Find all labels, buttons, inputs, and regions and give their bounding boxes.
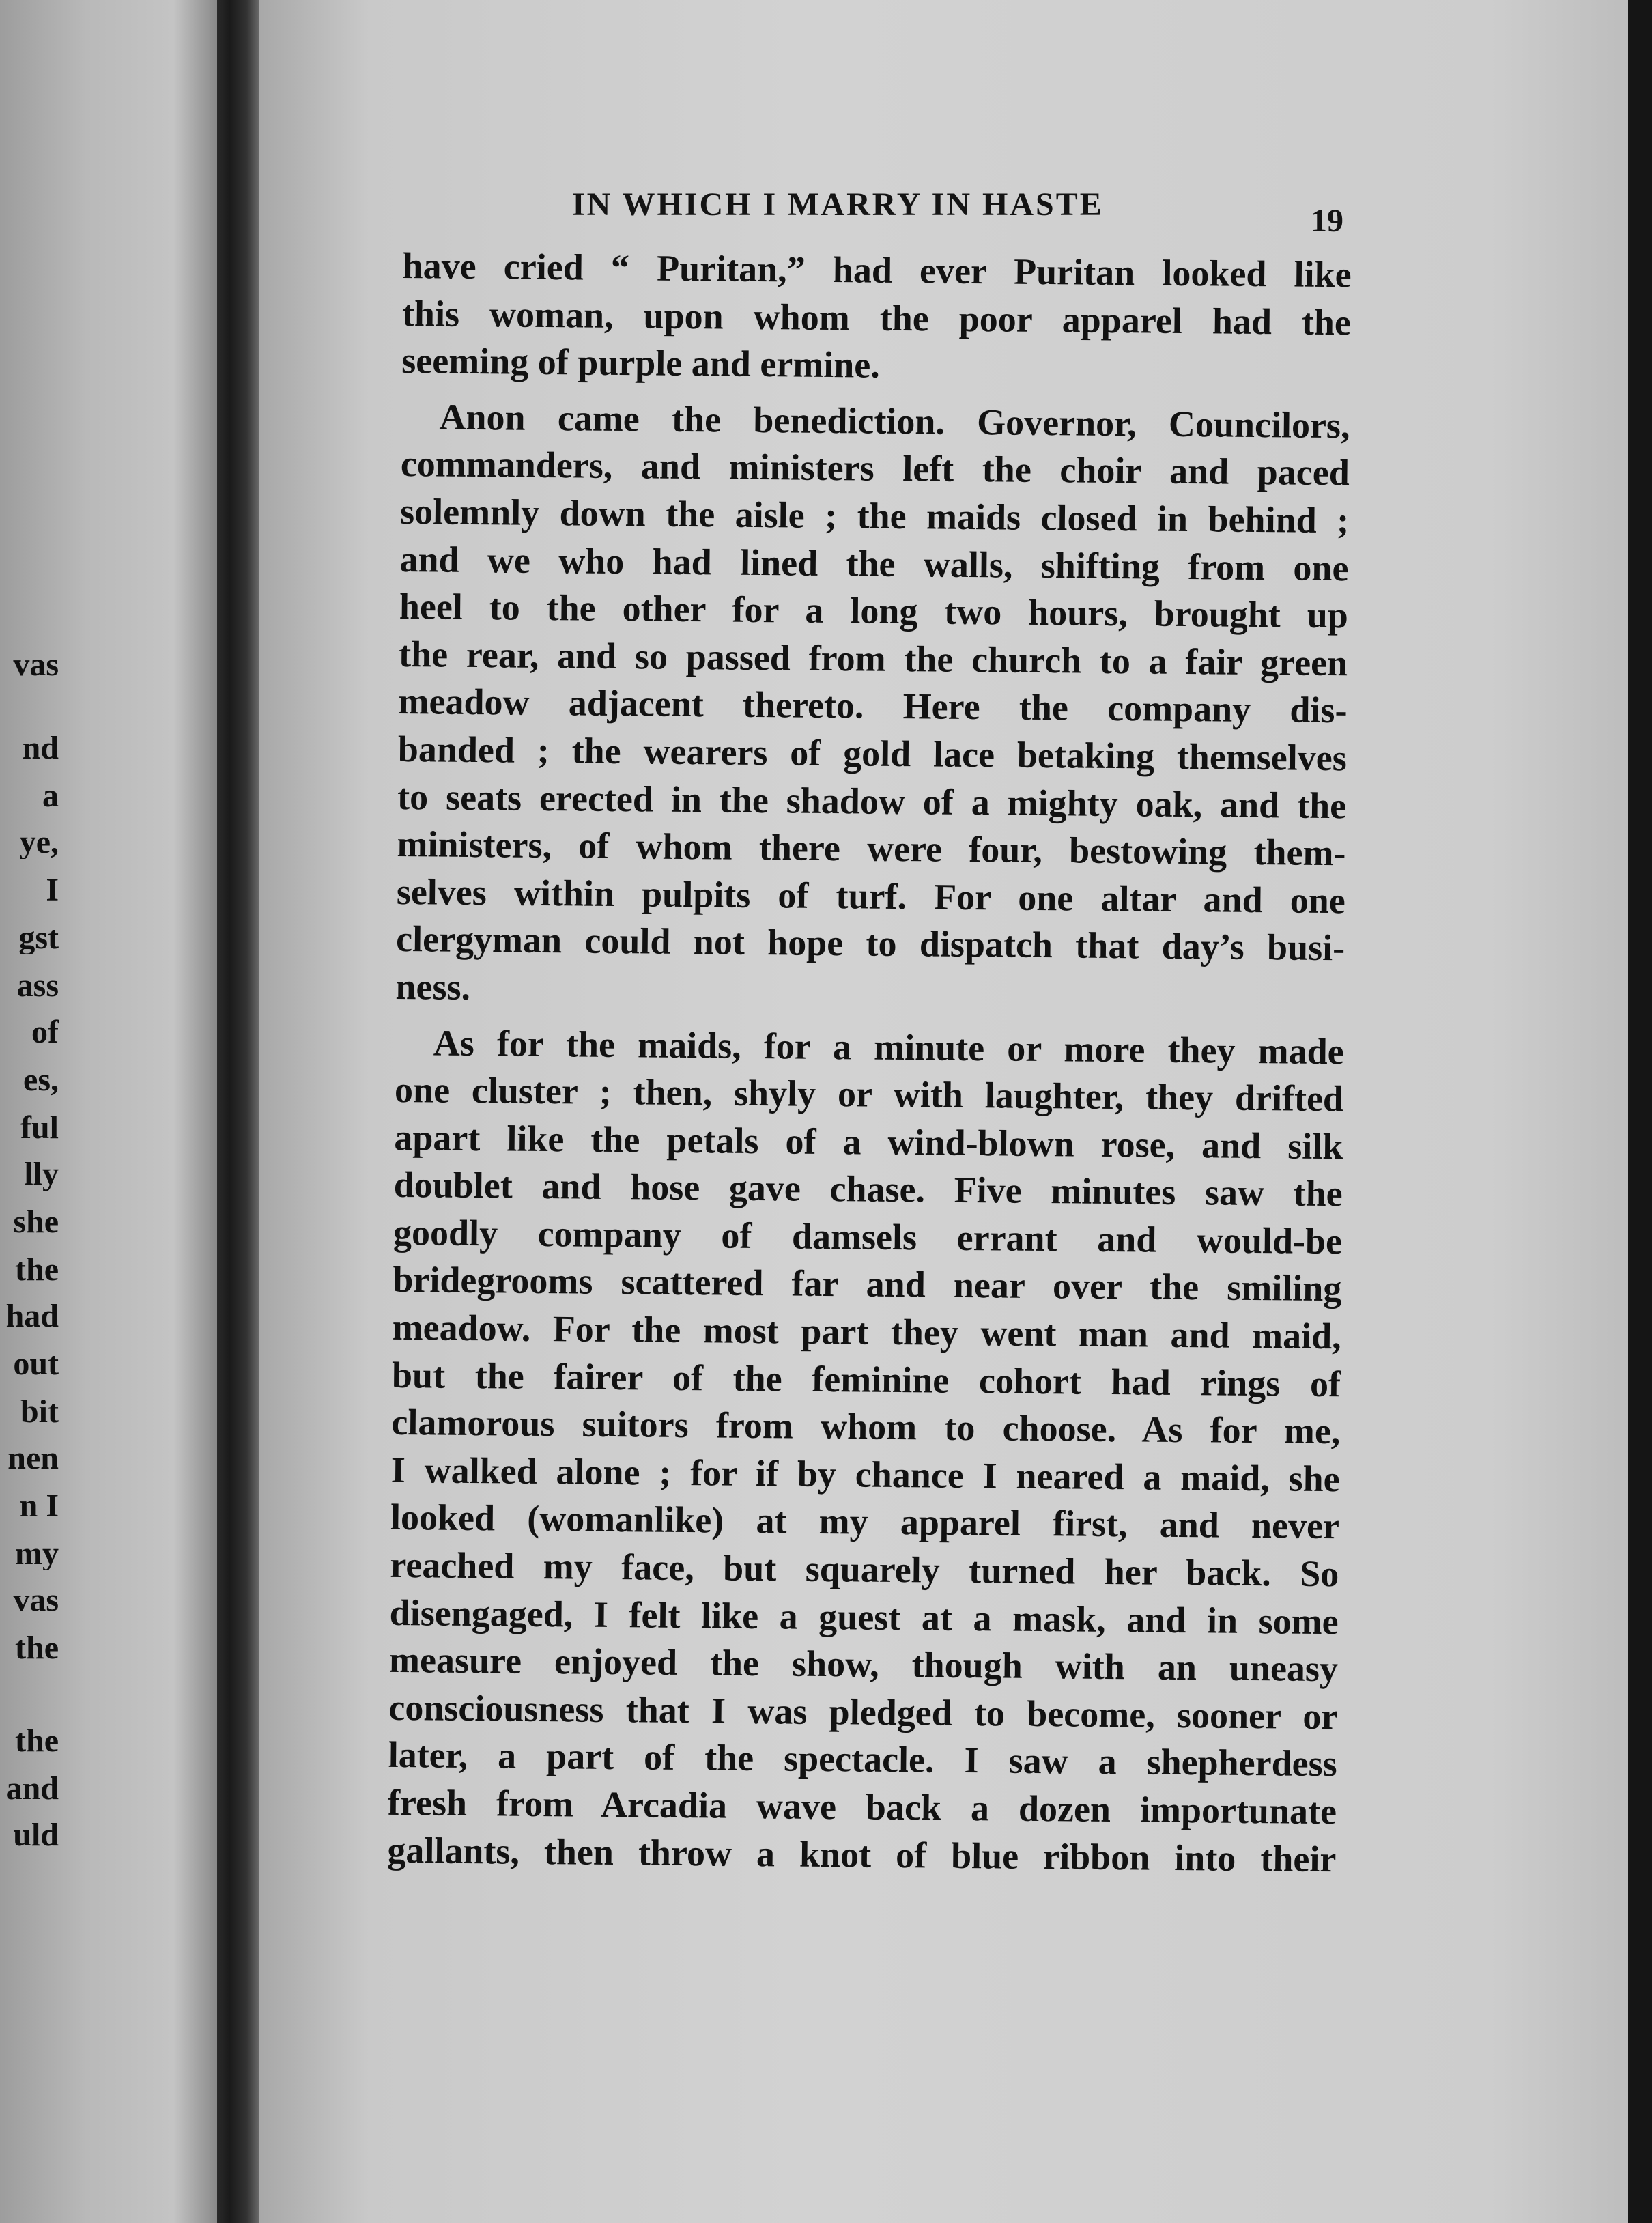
left-page-fragment: nen [8,1442,59,1475]
text-line: banded ; the wearers of gold lace betaking themselves [397,728,1348,779]
left-page-fragment: vas [13,1584,59,1617]
paragraph [395,393,1350,1020]
text-line: looked (womanlike) at my apparel first, and never [390,1497,1340,1547]
text-line: and we who had lined the walls, shifting from one [399,538,1349,589]
left-page-fragment: gst [18,922,59,954]
text-line: commanders, and ministers left the choir and paced [400,443,1350,494]
text-line: fresh from Arcadia wave back a dozen importunate [387,1781,1337,1832]
scan-border [1628,0,1652,2223]
text-line: goodly company of damsels errant and would-be [393,1211,1343,1262]
text-line: As for the maids, for a minute or more they made [433,1021,1344,1072]
text-line: meadow. For the most part they went man and maid, [392,1306,1341,1357]
text-line: this woman, upon whom the poor apparel had the [401,292,1352,343]
left-page-fragment: of [31,1016,59,1049]
left-page-fragment: I [46,874,59,907]
left-page-fragment: ye, [19,826,59,859]
left-page-fragment: vas [13,649,59,681]
book-gutter [217,0,259,2223]
left-page-fragment: lly [24,1158,59,1191]
text-line: measure enjoyed the show, though with an uneasy [388,1639,1339,1690]
left-page-fragment: out [13,1348,59,1380]
text-line: clergyman could not hope to dispatch that day’s busi- [395,918,1345,969]
page-number: 19 [1311,203,1343,239]
text-line: seeming of purple and ermine. [401,340,881,386]
text-line: the rear, and so passed from the church to a fair green [398,633,1348,684]
body-text [387,242,1352,1883]
text-line: apart like the petals of a wind-blown rose, and silk [394,1116,1343,1167]
text-line: meadow adjacent thereto. Here the company dis- [398,681,1348,731]
left-page-fragment: bit [20,1396,59,1428]
left-page-fragment: the [15,1632,59,1665]
left-page-fragment: my [15,1538,59,1570]
text-line: one cluster ; then, shyly or with laughter, they drifted [394,1069,1344,1120]
text-line: I walked alone ; for if by chance I neared a maid, she [390,1449,1340,1500]
left-page-fragment: ass [16,969,59,1002]
left-page-fragment: the [15,1254,59,1286]
text-line: reached my face, but squarely turned her back. So [390,1544,1339,1595]
paragraph [401,242,1352,394]
text-line: heel to the other for a long two hours, brought up [399,586,1349,636]
text-line: solemnly down the aisle ; the maids closed in behind ; [399,490,1350,541]
left-page-fragment: had [5,1300,59,1333]
left-facing-page [0,0,217,2223]
paragraph [387,1019,1344,1883]
text-line: Anon came the benediction. Governor, Councilors, [439,396,1350,447]
left-page-fragment: ful [20,1112,59,1144]
left-page-fragment: the [15,1725,59,1757]
text-line: selves within pulpits of turf. For one altar and one [396,870,1346,922]
left-page-fragment: es, [23,1064,59,1096]
text-line: but the fairer of the feminine cohort had rings of [391,1354,1341,1404]
left-page-fragment: a [42,780,59,812]
running-head: IN WHICH I MARRY IN HASTE [572,186,1104,223]
text-line: consciousness that I was pledged to become, sooner or [388,1686,1338,1738]
text-line: later, a part of the spectacle. I saw a shepherdess [388,1734,1337,1785]
text-line: gallants, then throw a knot of blue ribbon into their [387,1829,1337,1880]
text-line: clamorous suitors from whom to choose. As for me, [391,1402,1341,1452]
left-page-fragment: uld [13,1819,59,1852]
text-line: doublet and hose gave chase. Five minutes saw the [393,1164,1343,1215]
text-line: to seats erected in the shadow of a mighty oak, and the [397,776,1347,826]
text-line: bridegrooms scattered far and near over the smiling [393,1259,1342,1309]
text-line: have cried “ Puritan,” had ever Puritan looked like [402,244,1352,296]
left-page-fragment: nd [22,732,59,765]
left-page-fragment: n I [19,1490,59,1523]
left-page-fragment: and [5,1772,59,1805]
left-page-fragment: she [13,1206,59,1238]
text-line: disengaged, I felt like a guest at a mask, and in some [389,1591,1339,1642]
text-line: ness. [395,965,471,1008]
text-line: ministers, of whom there were four, bestowing them- [397,823,1346,874]
